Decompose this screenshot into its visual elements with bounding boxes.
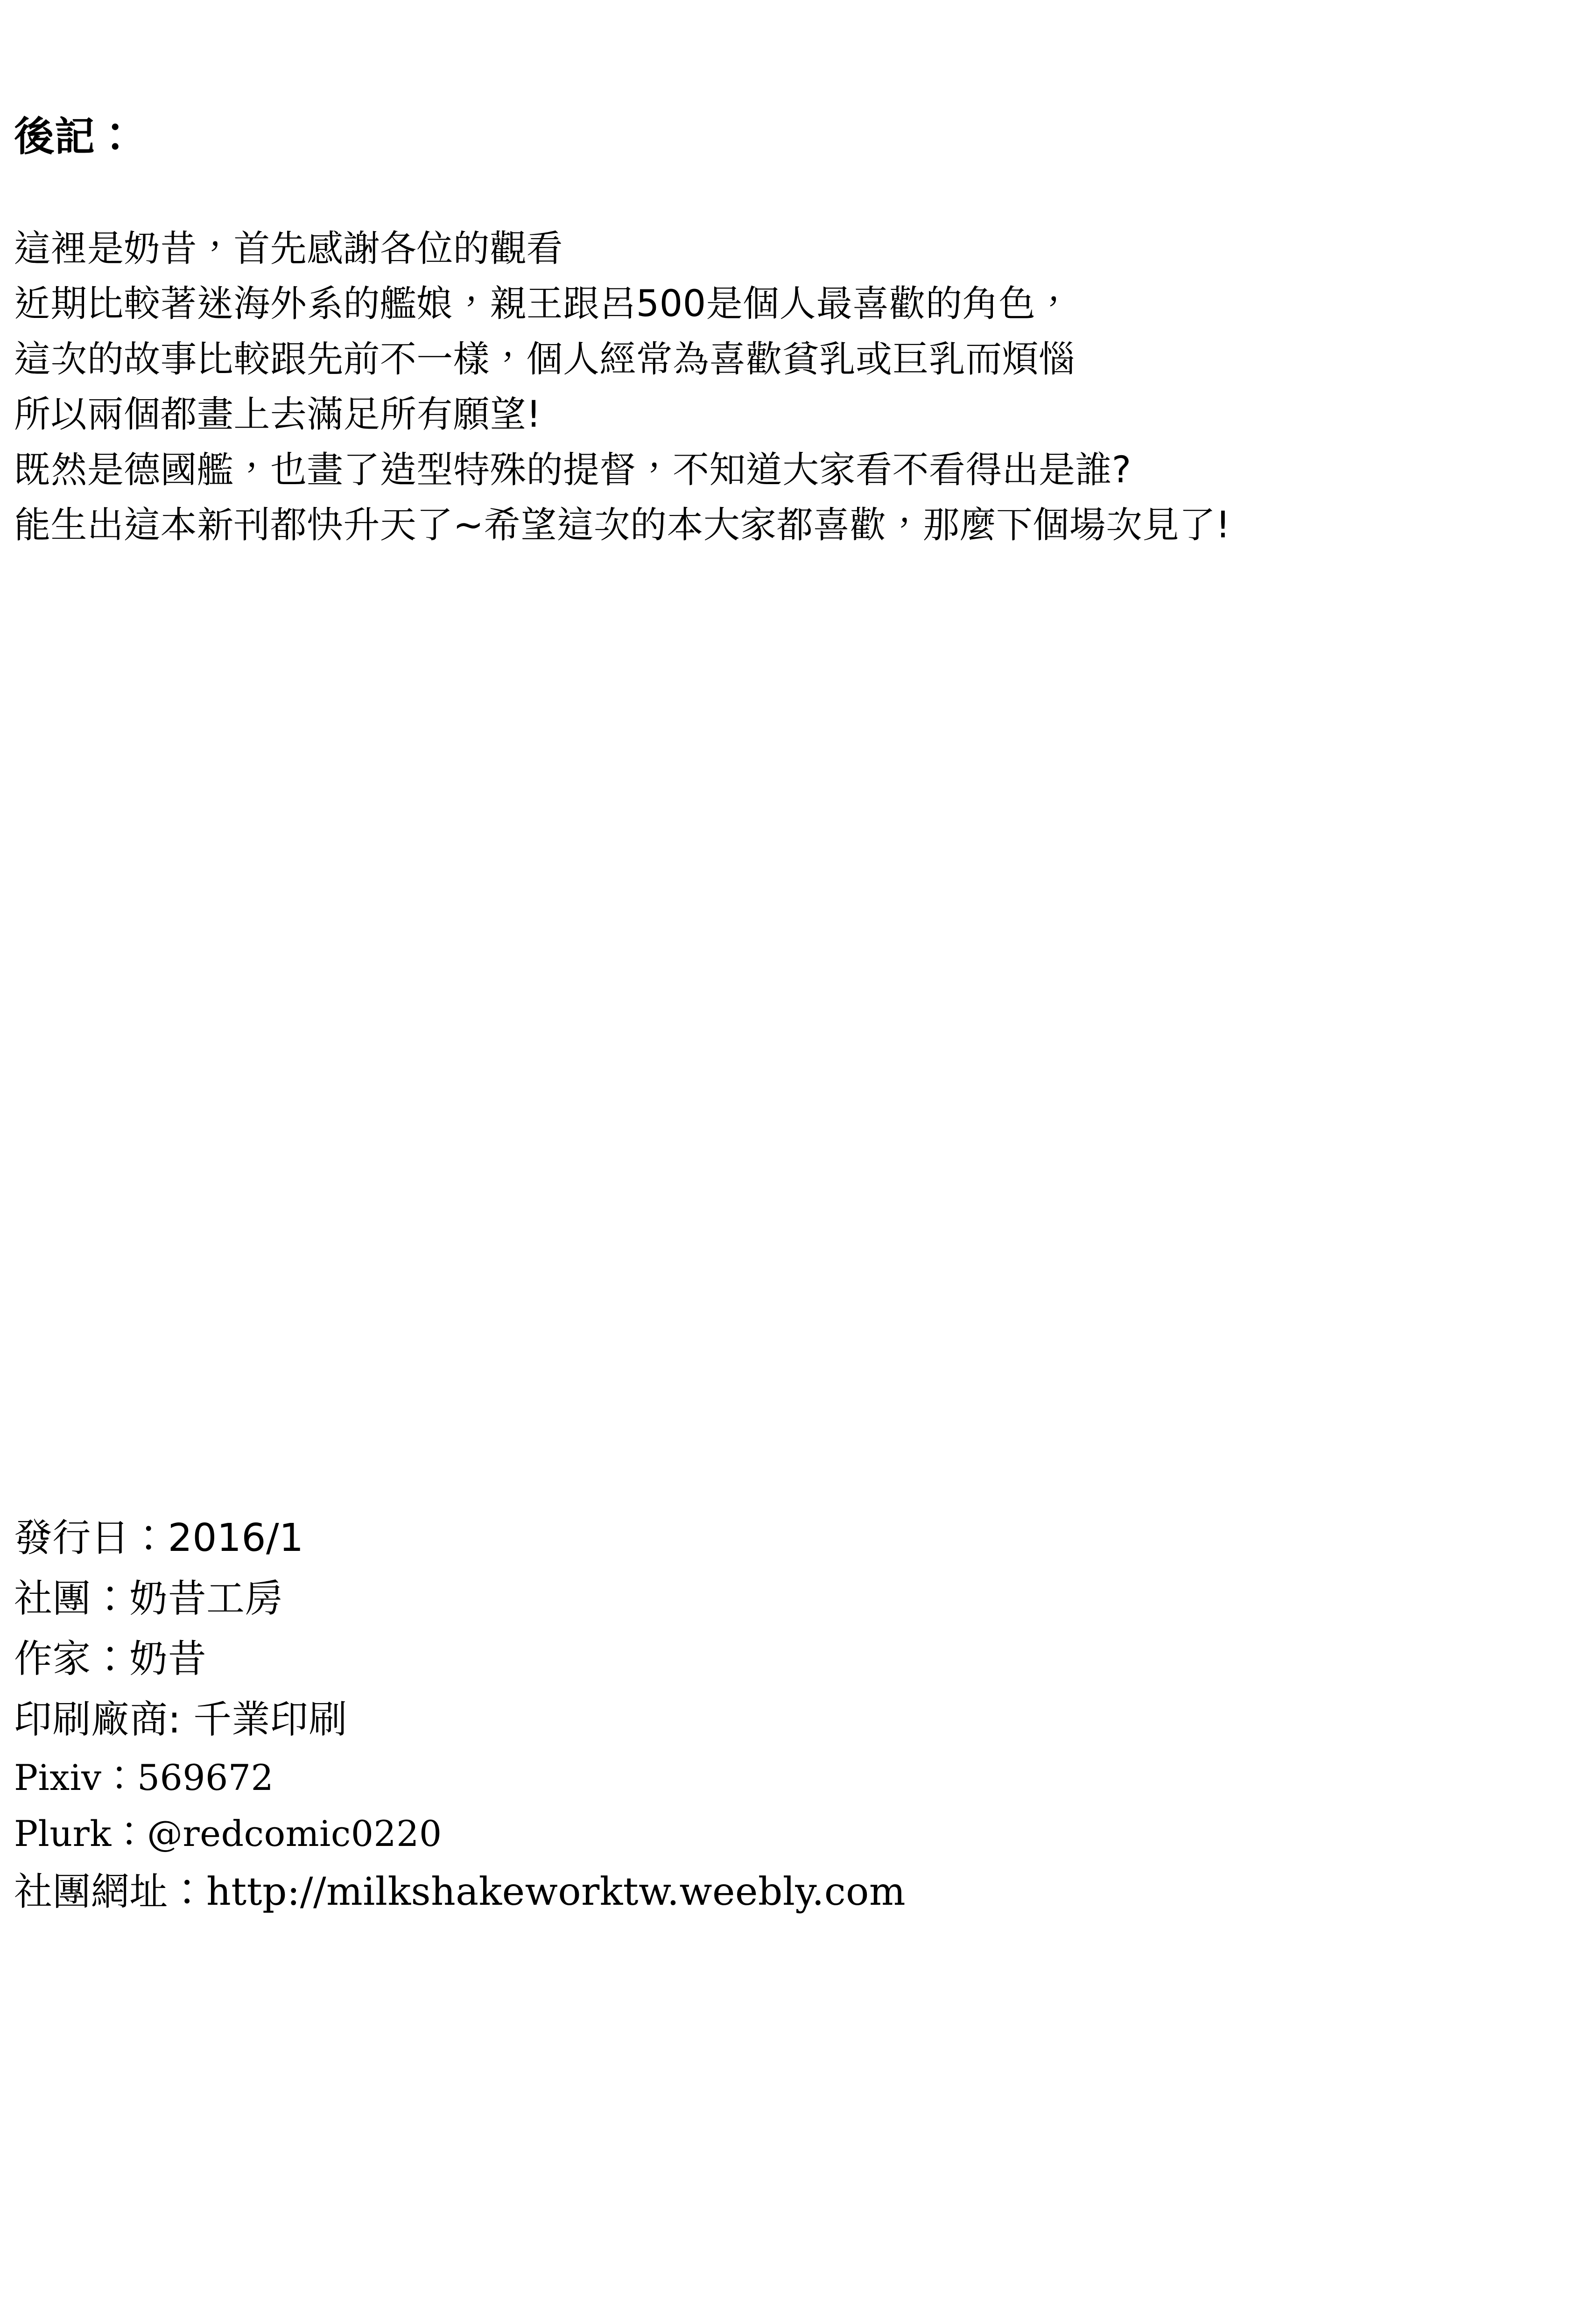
afterword-line: 所以兩個都畫上去滿足所有願望!: [14, 394, 541, 436]
plurk-handle: Plurk：@redcomic0220: [14, 1813, 442, 1855]
afterword-line: 近期比較著迷海外系的艦娘，親王跟呂500是個人最喜歡的角色，: [14, 283, 1072, 325]
afterword-line: 能生出這本新刊都快升天了~希望這次的本大家都喜歡，那麼下個場次見了!: [14, 504, 1230, 547]
afterword-line: 這裡是奶昔，首先感謝各位的觀看: [14, 227, 563, 270]
release-date: 發行日：2016/1: [14, 1516, 304, 1560]
circle-name: 社團：奶昔工房: [14, 1576, 283, 1621]
website-url: 社團網址：http://milkshakeworktw.weebly.com: [14, 1870, 906, 1915]
afterword-line: 既然是德國艦，也畫了造型特殊的提督，不知道大家看不看得出是誰?: [14, 449, 1132, 491]
printer-name: 印刷廠商: 千業印刷: [14, 1697, 347, 1742]
afterword-heading: 後記：: [14, 113, 136, 160]
afterword-body: [14, 221, 1498, 553]
afterword-section: [14, 112, 1498, 553]
colophon-section: [14, 1508, 1498, 1923]
author-name: 作家：奶昔: [14, 1637, 207, 1682]
pixiv-id: Pixiv：569672: [14, 1757, 274, 1799]
afterword-line: 這次的故事比較跟先前不一樣，個人經常為喜歡貧乳或巨乳而煩惱: [14, 338, 1076, 380]
